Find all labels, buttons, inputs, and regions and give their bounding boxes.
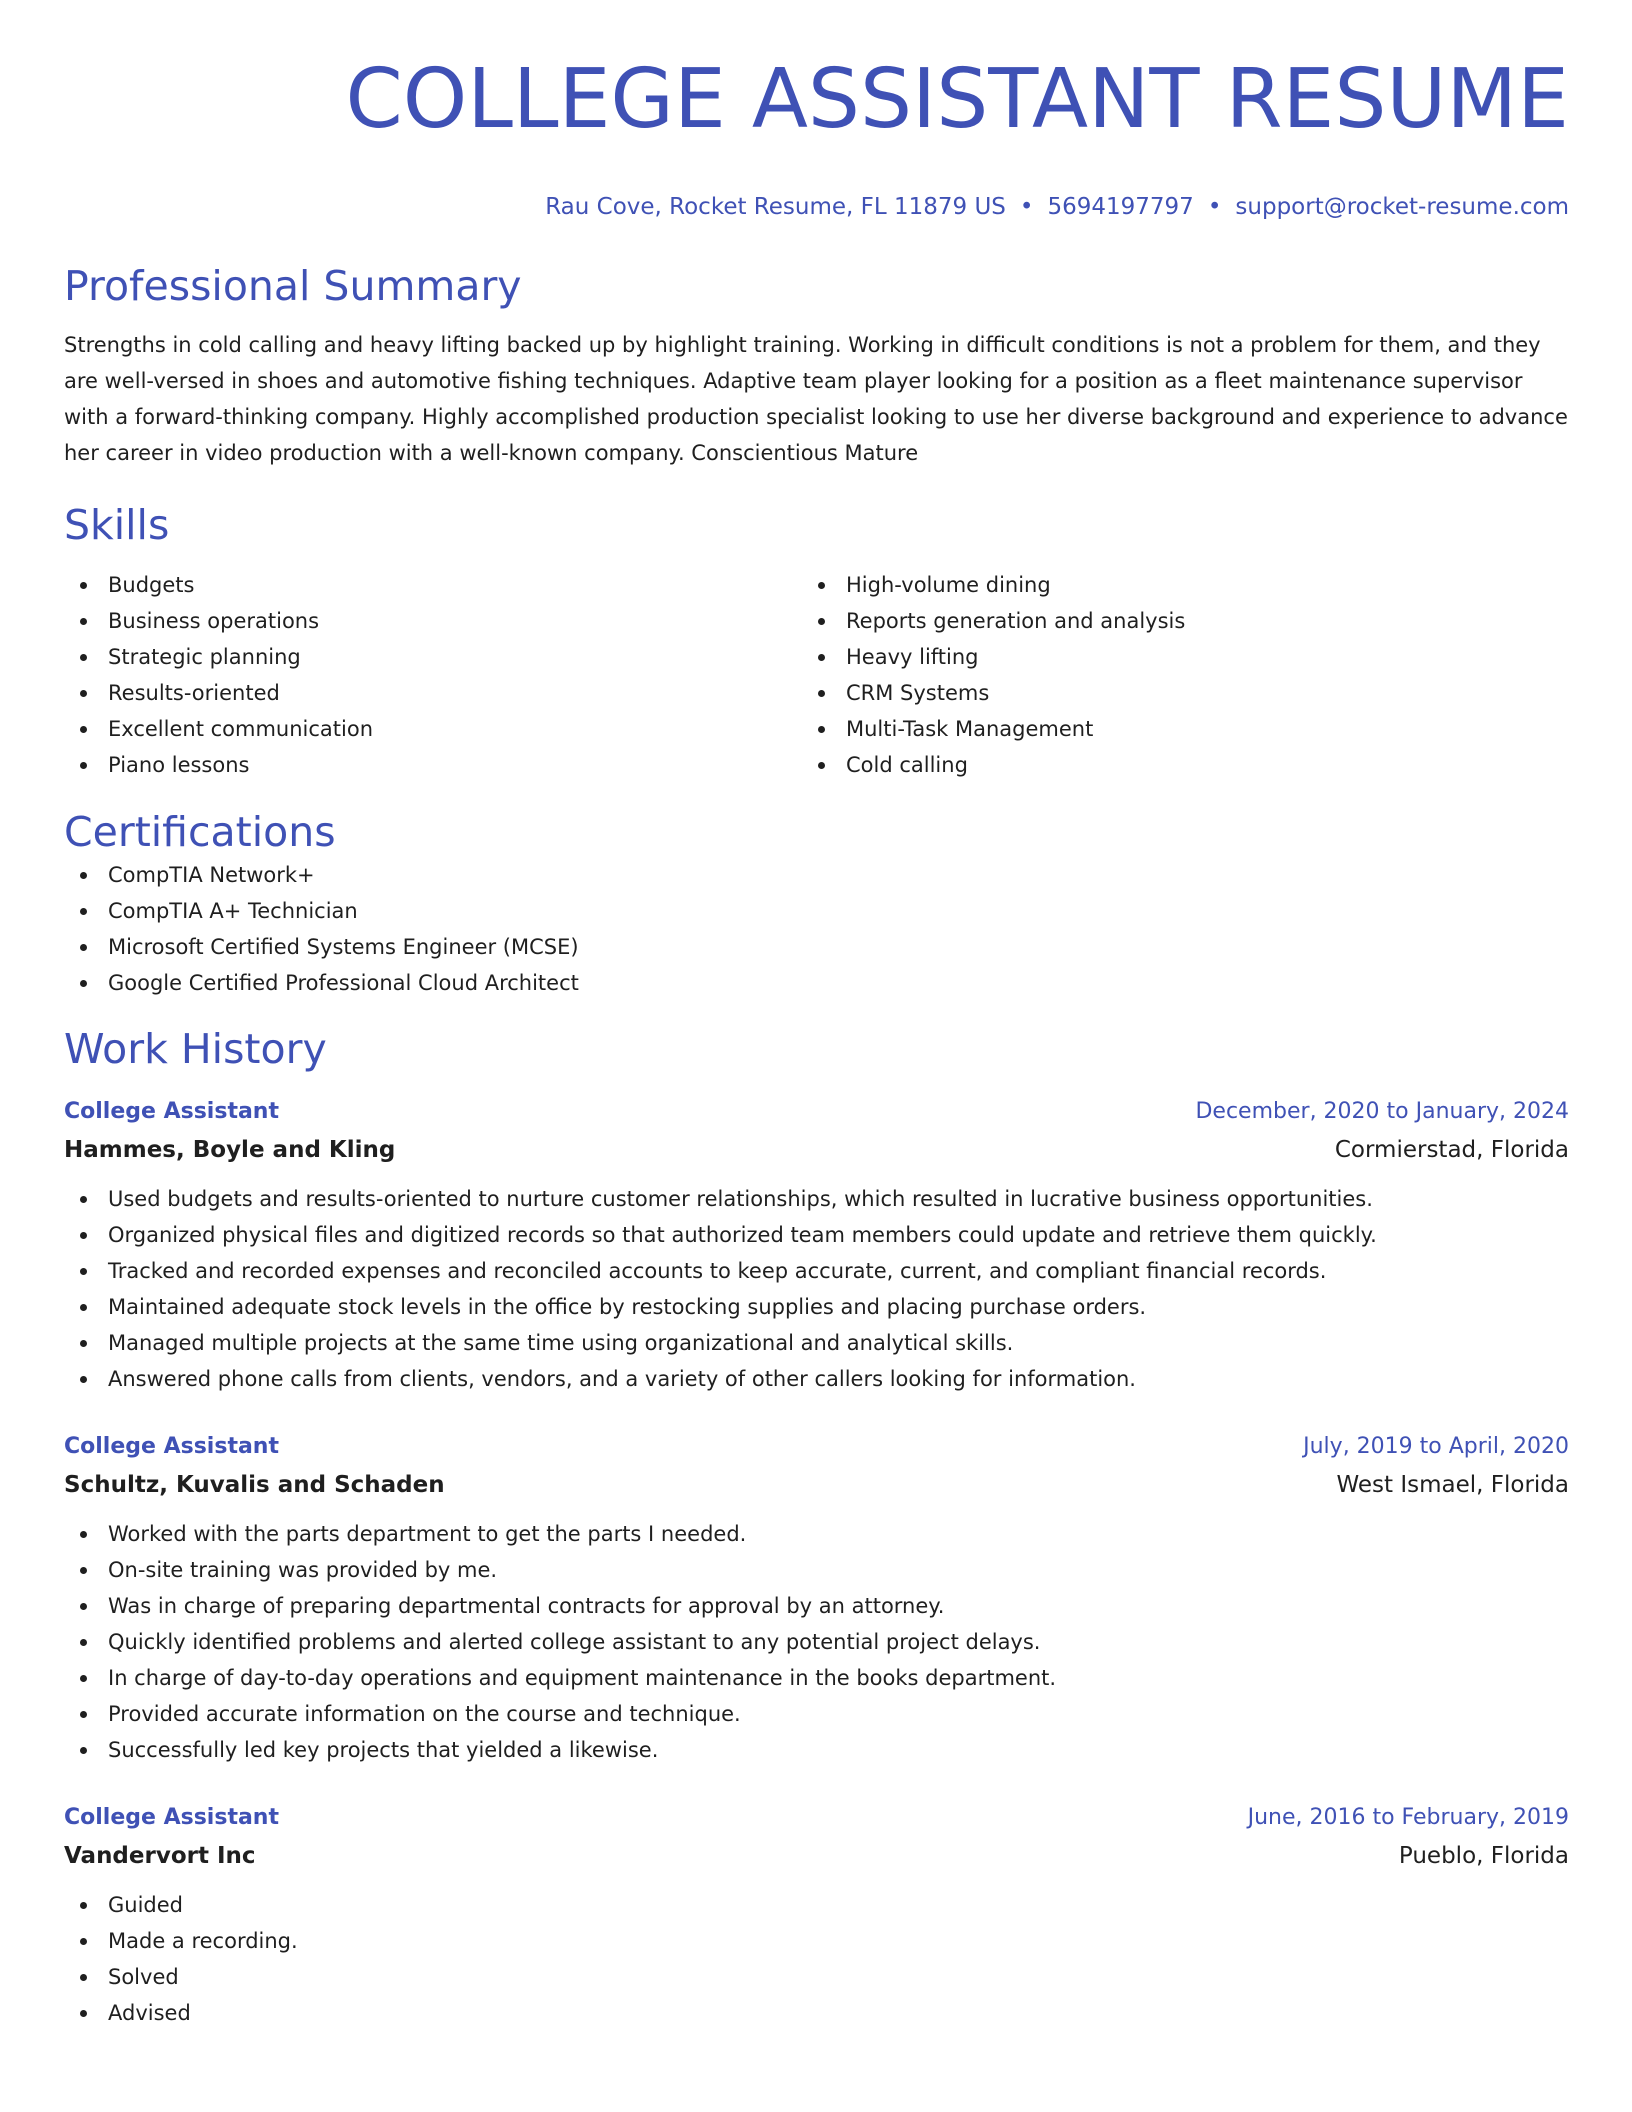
skill-item: Strategic planning [64,639,802,675]
job-duty-item: Guided [64,1887,1569,1923]
skill-item: Multi-Task Management [802,711,1540,747]
skills-columns [64,567,1569,783]
certifications-heading: Certifications [64,808,336,856]
skill-item: High-volume dining [802,567,1540,603]
job-duty-item: Worked with the parts department to get the parts I needed. [64,1516,1569,1552]
job-location: Pueblo, Florida [1398,1843,1569,1869]
job-duty-item: Provided accurate information on the course and technique. [64,1696,1569,1732]
skill-item: Budgets [64,567,802,603]
job-company: Vandervort Inc [64,1843,256,1869]
job-duty-item: Organized physical files and digitized records so that authorized team members could update and retrieve them quickly. [64,1217,1569,1253]
job-duty-item: Solved [64,1959,1569,1995]
contact-email: support@rocket-resume.com [1235,194,1569,220]
job-duty-item: Was in charge of preparing departmental contracts for approval by an attorney. [64,1588,1569,1624]
job-company-row [64,1130,1569,1170]
contact-separator: • [1207,194,1222,220]
contact-phone: 5694197797 [1047,194,1194,220]
job-header-row [64,1800,1569,1836]
job-location: West Ismael, Florida [1336,1472,1569,1498]
job-duty-item: Tracked and recorded expenses and reconciled accounts to keep accurate, current, and compliant financial records. [64,1253,1569,1289]
job-entry [64,1094,1569,1397]
skill-item: Business operations [64,603,802,639]
job-entry [64,1429,1569,1768]
certification-item: Google Certified Professional Cloud Architect [64,965,1569,1001]
job-duty-item: Answered phone calls from clients, vendors, and a variety of other callers looking for information. [64,1361,1569,1397]
skill-item: Reports generation and analysis [802,603,1540,639]
job-duty-item: Advised [64,1995,1569,2031]
skill-item: CRM Systems [802,675,1540,711]
job-duty-item: Quickly identified problems and alerted college assistant to any potential project delays. [64,1624,1569,1660]
skill-item: Heavy lifting [802,639,1540,675]
job-duty-item: Managed multiple projects at the same time using organizational and analytical skills. [64,1325,1569,1361]
certification-item: Microsoft Certified Systems Engineer (MCSE) [64,929,1569,965]
contact-address: Rau Cove, Rocket Resume, FL 11879 US [545,194,1006,220]
skill-item: Excellent communication [64,711,802,747]
job-duties-list [64,1181,1569,1397]
contact-separator: • [1019,194,1034,220]
job-dates: December, 2020 to January, 2024 [1195,1099,1569,1124]
job-entry [64,1800,1569,2031]
job-title: College Assistant [64,1805,279,1830]
job-company: Schultz, Kuvalis and Schaden [64,1472,445,1498]
job-title: College Assistant [64,1099,279,1124]
summary-text: Strengths in cold calling and heavy lifting backed up by highlight training. Working in difficult conditions is not a problem for them, and they are well-versed in shoes and automotive fishing techniques. Adaptive team player looking for a position as a fleet maintenance supervisor with a forward-thinking company. Highly accomplished production specialist looking to use her diverse background and experience to advance her career in video production with a well-known company. Conscientious Mature [64,333,1568,465]
resume-title: COLLEGE ASSISTANT RESUME [345,52,1569,147]
job-duties-list [64,1516,1569,1768]
resume-header [64,50,1569,222]
certification-item: CompTIA A+ Technician [64,893,1569,929]
job-dates: July, 2019 to April, 2020 [1303,1434,1569,1459]
job-duty-item: Successfully led key projects that yielded a likewise. [64,1732,1569,1768]
job-header-row [64,1094,1569,1130]
skill-item: Results-oriented [64,675,802,711]
job-duty-item: Maintained adequate stock levels in the office by restocking supplies and placing purchase orders. [64,1289,1569,1325]
job-duties-list [64,1887,1569,2031]
job-company-row [64,1836,1569,1876]
certifications-list [64,857,1569,1001]
job-duty-item: On-site training was provided by me. [64,1552,1569,1588]
skills-left-list [64,567,802,783]
skill-item: Cold calling [802,747,1540,783]
job-header-row [64,1429,1569,1465]
job-dates: June, 2016 to February, 2019 [1247,1805,1569,1830]
job-duty-item: Used budgets and results-oriented to nurture customer relationships, which resulted in lucrative business opportunities. [64,1181,1569,1217]
job-title: College Assistant [64,1434,279,1459]
work-history-heading: Work History [64,1025,327,1073]
certification-item: CompTIA Network+ [64,857,1569,893]
job-duty-item: Made a recording. [64,1923,1569,1959]
summary-heading: Professional Summary [64,262,522,310]
job-company: Hammes, Boyle and Kling [64,1137,396,1163]
job-company-row [64,1465,1569,1505]
skills-right-list [802,567,1540,783]
skill-item: Piano lessons [64,747,802,783]
skills-heading: Skills [64,501,170,549]
job-location: Cormierstad, Florida [1334,1137,1569,1163]
contact-line [64,192,1569,222]
job-duty-item: In charge of day-to-day operations and equipment maintenance in the books department. [64,1660,1569,1696]
